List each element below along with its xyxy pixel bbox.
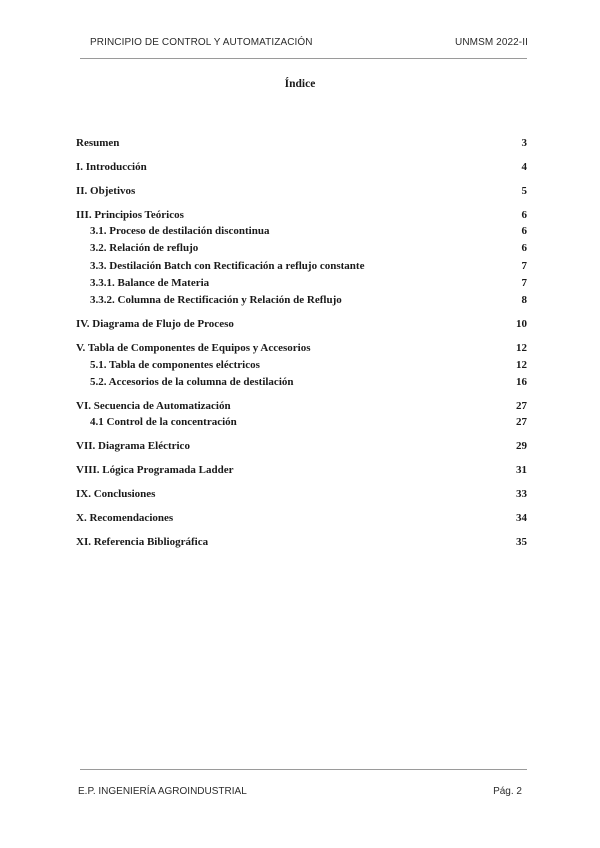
header-course-title: PRINCIPIO DE CONTROL Y AUTOMATIZACIÓN	[90, 37, 313, 48]
toc-entry-page: 12	[516, 359, 527, 371]
toc-entry-page: 10	[516, 318, 527, 330]
toc-entry-page: 29	[516, 440, 527, 452]
toc-subentry[interactable]	[90, 376, 527, 388]
page-footer	[78, 786, 522, 797]
toc-entry-page: 31	[516, 464, 527, 476]
header-university: UNMSM 2022-II	[455, 37, 528, 48]
toc-subentry[interactable]	[90, 225, 527, 237]
toc-entry-page: 6	[521, 225, 527, 237]
toc-entry[interactable]	[76, 488, 527, 500]
toc-entry-label: VII. Diagrama Eléctrico	[76, 440, 190, 452]
toc-entry-page: 16	[516, 376, 527, 388]
toc-entry[interactable]	[76, 161, 527, 173]
toc-entry-label: 4.1 Control de la concentración	[90, 416, 237, 428]
toc-entry-page: 27	[516, 400, 527, 412]
toc-entry-page: 35	[516, 536, 527, 548]
toc-entry-page: 27	[516, 416, 527, 428]
toc-entry[interactable]	[76, 342, 527, 354]
toc-entry-label: IX. Conclusiones	[76, 488, 156, 500]
toc-entry-label: 3.3. Destilación Batch con Rectificación a reflujo constante	[90, 260, 365, 272]
toc-entry[interactable]	[76, 400, 527, 412]
toc-entry[interactable]	[76, 137, 527, 149]
footer-school: E.P. INGENIERÍA AGROINDUSTRIAL	[78, 786, 247, 797]
toc-entry-label: 5.2. Accesorios de la columna de destilación	[90, 376, 294, 388]
footer-divider	[80, 769, 527, 770]
toc-entry-label: I. Introducción	[76, 161, 147, 173]
toc-entry-page: 7	[521, 260, 527, 272]
toc-entry-label: 3.3.2. Columna de Rectificación y Relación de Reflujo	[90, 294, 342, 306]
toc-entry-page: 6	[521, 209, 527, 221]
toc-subentry[interactable]	[90, 416, 527, 428]
footer-page-number: Pág. 2	[493, 786, 522, 797]
toc-entry-page: 7	[521, 277, 527, 289]
toc-entry-label: VI. Secuencia de Automatización	[76, 400, 231, 412]
toc-entry-label: VIII. Lógica Programada Ladder	[76, 464, 234, 476]
toc-subentry[interactable]	[90, 359, 527, 371]
toc-entry-page: 6	[521, 242, 527, 254]
index-title: Índice	[284, 78, 316, 90]
toc-entry-label: 5.1. Tabla de componentes eléctricos	[90, 359, 260, 371]
toc-entry-page: 8	[521, 294, 527, 306]
toc-subentry[interactable]	[90, 260, 527, 272]
toc-entry-label: V. Tabla de Componentes de Equipos y Accesorios	[76, 342, 311, 354]
toc-entry[interactable]	[76, 209, 527, 221]
toc-entry[interactable]	[76, 440, 527, 452]
toc-entry[interactable]	[76, 536, 527, 548]
toc-entry-label: III. Principios Teóricos	[76, 209, 184, 221]
toc-entry-page: 5	[521, 185, 527, 197]
toc-subentry[interactable]	[90, 242, 527, 254]
toc-entry[interactable]	[76, 464, 527, 476]
toc-entry[interactable]	[76, 512, 527, 524]
toc-subentry[interactable]	[90, 277, 527, 289]
toc-entry[interactable]	[76, 318, 527, 330]
toc-subentry[interactable]	[90, 294, 527, 306]
toc-entry-label: Resumen	[76, 137, 120, 149]
toc-entry-label: 3.2. Relación de reflujo	[90, 242, 199, 254]
toc-entry-page: 34	[516, 512, 527, 524]
toc-entry-label: IV. Diagrama de Flujo de Proceso	[76, 318, 234, 330]
toc-entry-label: XI. Referencia Bibliográfica	[76, 536, 209, 548]
toc-entry-page: 4	[521, 161, 527, 173]
toc-entry-page: 12	[516, 342, 527, 354]
toc-entry[interactable]	[76, 185, 527, 197]
table-of-contents	[76, 0, 527, 848]
toc-entry-label: X. Recomendaciones	[76, 512, 174, 524]
toc-entry-label: 3.1. Proceso de destilación discontinua	[90, 225, 270, 237]
toc-entry-page: 3	[521, 137, 527, 149]
toc-entry-page: 33	[516, 488, 527, 500]
toc-entry-label: II. Objetivos	[76, 185, 136, 197]
toc-entry-label: 3.3.1. Balance de Materia	[90, 277, 210, 289]
